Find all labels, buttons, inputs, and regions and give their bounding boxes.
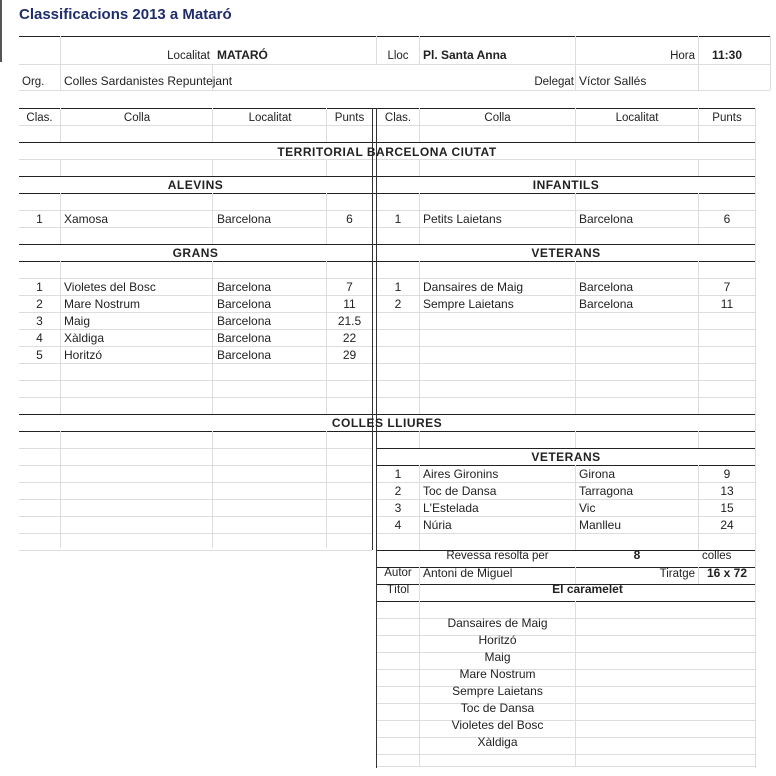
veterans-title: VETERANS [531, 246, 601, 260]
grid-vline [60, 261, 61, 414]
row-localitat: Barcelona [579, 212, 634, 226]
revessa-value: 8 [633, 548, 641, 562]
grid-vline [326, 159, 327, 176]
resolved-colla: Violetes del Bosc [451, 718, 544, 732]
row-colla: Toc de Dansa [423, 484, 497, 498]
grid-hline [19, 176, 755, 177]
infantils-title: INFANTILS [532, 178, 600, 192]
row-punts: 22 [342, 331, 357, 345]
org-value: Colles Sardanistes Repuntejant [64, 74, 233, 88]
grid-hline [19, 108, 755, 109]
row-position: 5 [36, 348, 43, 362]
grid-vline [575, 431, 576, 448]
row-punts: 7 [723, 280, 731, 294]
header-localitat-right: Localitat [615, 112, 659, 124]
row-colla: Dansaires de Maig [423, 280, 524, 294]
header-colla-left: Colla [123, 112, 151, 124]
row-colla: Núria [423, 518, 452, 532]
row-punts: 15 [720, 501, 734, 515]
resolved-colla: Toc de Dansa [460, 701, 535, 715]
hora-label: Hora [670, 50, 695, 62]
row-localitat: Manlleu [579, 518, 622, 532]
grid-hline [19, 36, 770, 37]
grid-hline [19, 278, 755, 279]
grid-vline [60, 431, 61, 548]
row-localitat: Barcelona [217, 280, 272, 294]
row-colla: Maig [64, 314, 91, 328]
row-localitat: Tarragona [579, 484, 634, 498]
revessa-unit: colles [702, 550, 732, 562]
grid-hline [19, 516, 372, 517]
grid-vline [419, 261, 420, 414]
row-colla: Mare Nostrum [64, 297, 141, 311]
row-position: 2 [36, 297, 43, 311]
grid-hline [19, 533, 372, 534]
row-localitat: Barcelona [217, 348, 272, 362]
grid-vline [376, 108, 377, 768]
grid-vline [575, 261, 576, 414]
grid-vline [575, 465, 576, 550]
grid-vline [575, 64, 576, 90]
row-position: 2 [394, 484, 402, 498]
left-edge-bar [0, 0, 2, 62]
row-punts: 7 [346, 280, 353, 294]
grid-hline [19, 142, 755, 143]
row-localitat: Barcelona [217, 297, 272, 311]
row-position: 3 [394, 501, 402, 515]
grid-vline [419, 431, 420, 448]
grid-hline [19, 397, 755, 398]
grid-vline [419, 36, 420, 64]
grid-hline [19, 363, 755, 364]
grid-hline [19, 482, 372, 483]
grid-vline [212, 159, 213, 176]
grid-vline [698, 64, 699, 90]
grid-hline [19, 295, 755, 296]
tiratge-value: 16 x 72 [706, 566, 748, 580]
row-colla: Aires Gironins [423, 467, 499, 481]
lloc-value: Pl. Santa Anna [423, 48, 507, 62]
row-punts: 11 [343, 297, 356, 311]
resolved-colla: Maig [484, 650, 511, 664]
grid-vline [575, 601, 576, 766]
grid-hline [19, 431, 755, 432]
resolved-colla: Mare Nostrum [459, 667, 536, 681]
row-punts: 29 [342, 348, 357, 362]
titol-value: El caramelet [552, 582, 623, 596]
grid-hline [19, 346, 755, 347]
grid-hline [19, 312, 755, 313]
grid-vline [770, 36, 771, 90]
grid-hline [19, 448, 372, 449]
grid-vline [698, 431, 699, 448]
grid-hline [377, 766, 755, 767]
row-punts: 24 [720, 518, 734, 532]
grid-hline [377, 601, 755, 602]
grid-vline [326, 431, 327, 548]
grid-hline [377, 448, 755, 449]
header-clas-left: Clas. [26, 112, 53, 124]
veterans-lliures-title: VETERANS [531, 450, 601, 464]
localitat-label: Localitat [167, 50, 210, 62]
grid-hline [19, 125, 755, 126]
row-position: 1 [394, 212, 402, 226]
header-colla-right: Colla [484, 112, 511, 124]
grid-hline [19, 90, 770, 91]
row-localitat: Girona [579, 467, 616, 481]
row-position: 3 [36, 314, 43, 328]
grid-hline [19, 159, 755, 160]
grid-vline [575, 36, 576, 64]
row-colla: Xamosa [64, 212, 109, 226]
delegat-label: Delegat [534, 76, 574, 88]
resolved-colla: Horitzó [478, 633, 517, 647]
grid-vline [419, 193, 420, 244]
row-position: 1 [394, 280, 402, 294]
grid-hline [19, 261, 755, 262]
grid-hline [19, 193, 755, 194]
autor-label: Autor [384, 567, 412, 579]
lliures-title: COLLES LLIURES [331, 416, 443, 430]
row-localitat: Barcelona [579, 280, 634, 294]
grid-hline [19, 227, 755, 228]
resolved-colla: Xàldiga [477, 735, 518, 749]
row-localitat: Barcelona [217, 212, 272, 226]
row-punts: 6 [723, 212, 731, 226]
grid-hline [19, 64, 770, 65]
row-colla: Horitzó [64, 348, 103, 362]
grid-vline [212, 261, 213, 414]
grid-vline [60, 36, 61, 90]
row-colla: Violetes del Bosc [64, 280, 156, 294]
row-colla: Xàldiga [64, 331, 105, 345]
row-position: 4 [36, 331, 43, 345]
grid-hline [377, 754, 755, 755]
grid-vline [755, 108, 756, 768]
grid-vline [419, 465, 420, 550]
org-label: Org. [22, 76, 45, 88]
row-colla: Sempre Laietans [423, 297, 514, 311]
grid-hline [19, 244, 755, 245]
row-localitat: Vic [579, 501, 596, 515]
row-localitat: Barcelona [217, 331, 272, 345]
row-position: 1 [36, 212, 43, 226]
page-title: Classificacions 2013 a Mataró [19, 6, 232, 23]
grid-hline [19, 465, 372, 466]
row-localitat: Barcelona [217, 314, 272, 328]
grid-vline [575, 159, 576, 176]
grid-vline [698, 159, 699, 176]
grid-vline [60, 159, 61, 176]
delegat-value: Víctor Sallés [579, 74, 647, 88]
resolved-colla: Dansaires de Maig [447, 616, 548, 630]
row-position: 4 [394, 518, 402, 532]
grid-hline [19, 380, 755, 381]
grid-hline [19, 414, 755, 415]
header-clas-right: Clas. [384, 112, 412, 124]
resolved-colla: Sempre Laietans [452, 684, 543, 698]
titol-label: Títol [386, 584, 410, 596]
row-position: 1 [394, 467, 402, 481]
row-localitat: Barcelona [579, 297, 634, 311]
territorial-title: TERRITORIAL BARCELONA CIUTAT [277, 145, 497, 159]
header-punts-right: Punts [712, 112, 742, 124]
localitat-value: MATARÓ [217, 48, 268, 62]
row-punts: 13 [720, 484, 734, 498]
grid-hline [19, 210, 755, 211]
grid-hline [19, 499, 372, 500]
grid-vline [575, 193, 576, 244]
hora-value: 11:30 [711, 48, 743, 62]
row-punts: 9 [723, 467, 731, 481]
alevins-title: ALEVINS [167, 178, 224, 192]
grid-vline [372, 108, 373, 550]
grid-vline [419, 159, 420, 176]
row-punts: 11 [720, 297, 734, 311]
grid-hline [19, 329, 755, 330]
row-position: 1 [36, 280, 43, 294]
grans-title: GRANS [172, 246, 219, 260]
tiratge-label: Tiratge [659, 568, 695, 580]
row-colla: Petits Laietans [423, 212, 502, 226]
header-punts-left: Punts [334, 112, 365, 124]
autor-value: Antoni de Miguel [423, 566, 513, 580]
row-colla: L'Estelada [423, 501, 479, 515]
row-punts: 6 [346, 212, 353, 226]
revessa-label: Revessa resolta per [446, 550, 549, 562]
row-punts: 21.5 [337, 314, 362, 328]
row-position: 2 [394, 297, 402, 311]
grid-hline [19, 550, 372, 551]
grid-vline [60, 193, 61, 244]
lloc-label: Lloc [387, 50, 409, 62]
grid-vline [212, 193, 213, 244]
header-localitat-left: Localitat [248, 112, 292, 124]
grid-vline [212, 431, 213, 548]
